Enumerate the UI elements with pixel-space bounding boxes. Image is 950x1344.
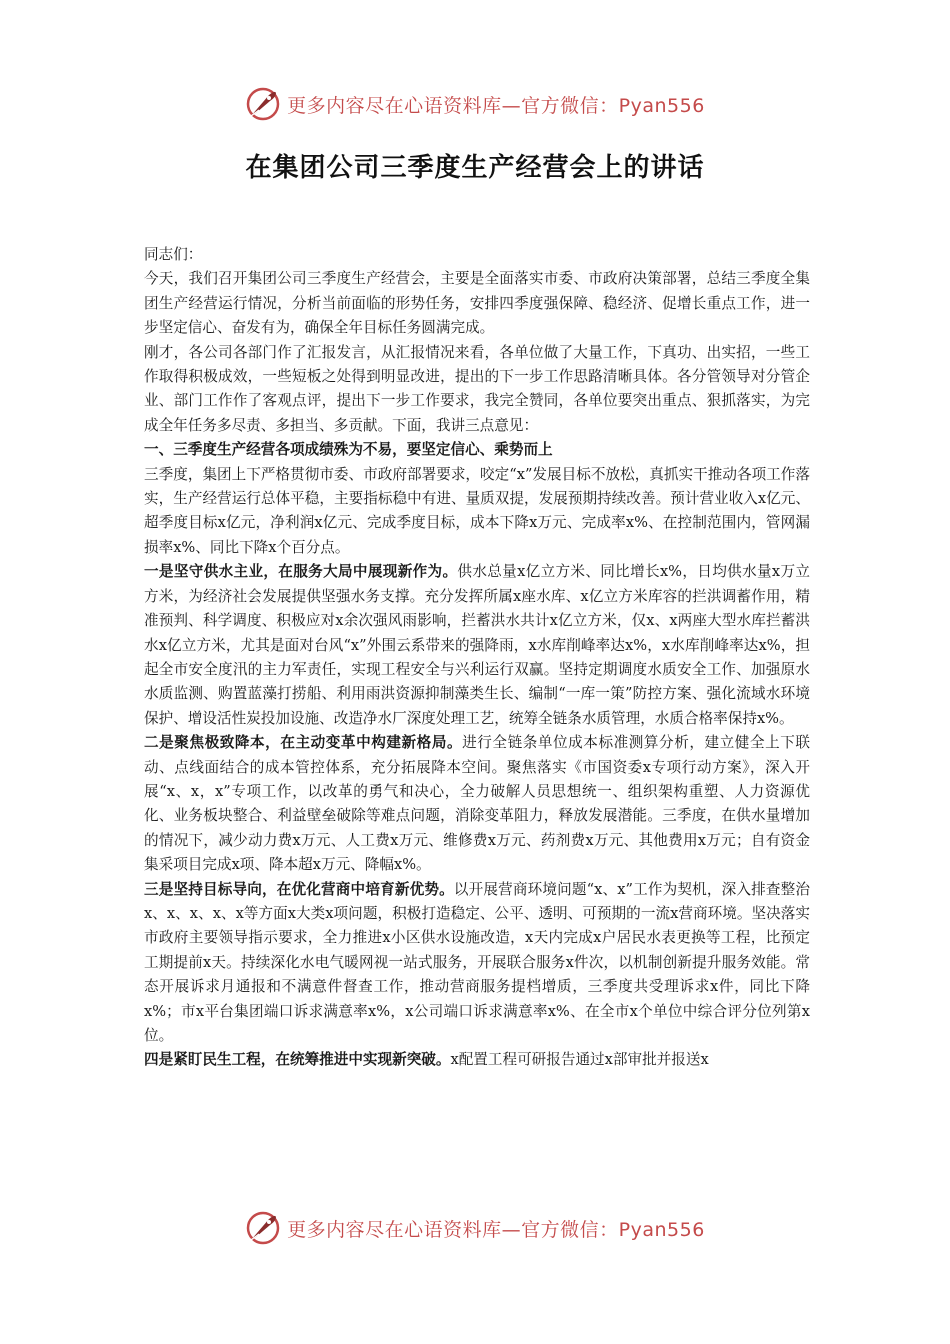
banner-text: 更多内容尽在心语资料库—官方微信：Pyan556 xyxy=(287,94,705,117)
document-body xyxy=(144,243,810,1073)
header-banner xyxy=(0,82,950,126)
paragraph xyxy=(144,267,810,340)
paragraph xyxy=(144,560,810,731)
footer-banner xyxy=(0,1206,950,1250)
paragraph xyxy=(144,1048,810,1072)
paragraph xyxy=(144,243,810,267)
section-heading xyxy=(144,438,810,462)
paragraph-text: 三季度，集团上下严格贯彻市委、市政府部署要求，咬定“x”发展目标不放松，真抓实干推动各项工作落实，生产经营运行总体平稳，主要指标稳中有进、量质双提，发展预期持续改善。预计营业收入x亿元、超季度目标x亿元，净利润x亿元、完成季度目标，成本下降x万元、完成率x%、在控制范围内，管网漏损率x%、同比下降x个百分点。 xyxy=(144,465,810,556)
paragraph xyxy=(144,731,810,877)
paragraph-lead: 四是紧盯民生工程，在统筹推进中实现新突破。 xyxy=(144,1051,451,1069)
banner-text: 更多内容尽在心语资料库—官方微信：Pyan556 xyxy=(287,1218,705,1241)
paragraph-lead: 三是坚持目标导向，在优化营商中培育新优势。 xyxy=(144,880,454,898)
paragraph-text: 以开展营商环境问题“x、x”工作为契机，深入排查整治x、x、x、x、x等方面x大类x项问题，积极打造稳定、公平、透明、可预期的一流x营商环境。坚决落实市政府主要领导指示要求，全力推进x小区供水设施改造，x天内完成x户居民水表更换等工程，比预定工期提前x天。持续深化水电气暖网视一站式服务，开展联合服务x件次，以机制创新提升服务效能。常态开展诉求月通报和不满意件督查工作，推动营商服务提档增质，三季度共受理诉求x件，同比下降x%；市x平台集团端口诉求满意率x%，x公司端口诉求满意率x%、在全市x个单位中综合评分位列第x位。 xyxy=(144,880,810,1044)
page-title: 在集团公司三季度生产经营会上的讲话 xyxy=(245,153,705,183)
paragraph-text: x配置工程可研报告通过x部审批并报送x xyxy=(450,1051,709,1069)
paragraph-text: 今天，我们召开集团公司三季度生产经营会，主要是全面落实市委、市政府决策部署，总结三季度全集团生产经营运行情况，分析当前面临的形势任务，安排四季度强保障、稳经济、促增长重点工作，进一步坚定信心、奋发有为，确保全年目标任务圆满完成。 xyxy=(144,270,810,337)
quill-logo-icon xyxy=(245,86,281,122)
quill-logo-icon xyxy=(245,1210,281,1246)
paragraph-text: 进行全链条单位成本标准测算分析，建立健全上下联动、点线面结合的成本管控体系，充分拓展降本空间。聚焦落实《市国资委x专项行动方案》，深入开展“x、x，x”专项工作，以改革的勇气和决心，全力破解人员思想统一、组织架构重塑、人力资源优化、业务板块整合、利益壁垒破除等难点问题，消除变革阻力，释放发展潜能。三季度，在供水量增加的情况下，减少动力费x万元、人工费x万元、维修费x万元、药剂费x万元、其他费用x万元；自有资金集采项目完成x项、降本超x万元、降幅x%。 xyxy=(144,734,810,874)
paragraph-lead: 一是坚守供水主业，在服务大局中展现新作为。 xyxy=(144,563,458,581)
paragraph-lead: 二是聚焦极致降本，在主动变革中构建新格局。 xyxy=(144,734,463,752)
paragraph xyxy=(144,878,810,1049)
paragraph-text: 刚才，各公司各部门作了汇报发言，从汇报情况来看，各单位做了大量工作，下真功、出实招，一些工作取得积极成效，一些短板之处得到明显改进，提出的下一步工作思路清晰具体。各分管领导对分管企业、部门工作作了客观点评，提出下一步工作要求，我完全赞同，各单位要突出重点、狠抓落实，为完成全年任务多尽责、多担当、多贡献。下面，我讲三点意见： xyxy=(144,343,810,434)
paragraph-lead: 一、三季度生产经营各项成绩殊为不易，要坚定信心、乘势而上 xyxy=(144,441,553,459)
paragraph xyxy=(144,463,810,561)
paragraph xyxy=(144,341,810,439)
paragraph-text: 同志们： xyxy=(144,246,203,263)
paragraph-text: 供水总量x亿立方米、同比增长x%，日均供水量x万立方米，为经济社会发展提供坚强水务支撑。充分发挥所属x座水库、x亿立方米库容的拦洪调蓄作用，精准预判、科学调度、积极应对x余次强风雨影响，拦蓄洪水共计x亿立方米，仅x、x两座大型水库拦蓄洪水x亿立方米，尤其是面对台风“x”外围云系带来的强降雨，x水库削峰率达x%，x水库削峰率达x%，担起全市安全度汛的主力军责任，实现工程安全与兴利运行双赢。坚持定期调度水质安全工作、加强原水水质监测、购置蓝藻打捞船、利用雨洪资源抑制藻类生长、编制“一库一策”防控方案、强化流域水环境保护、增设活性炭投加设施、改造净水厂深度处理工艺，统筹全链条水质管理，水质合格率保持x%。 xyxy=(144,563,810,727)
